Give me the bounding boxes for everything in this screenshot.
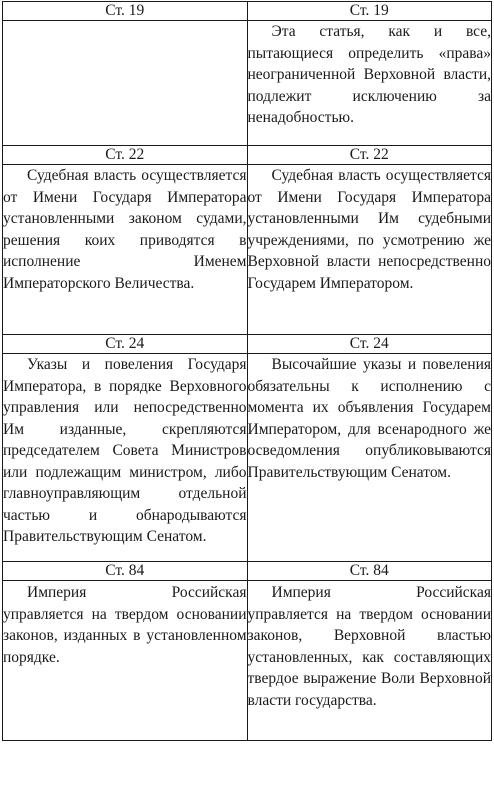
article-header-left: Ст. 24 <box>3 335 248 354</box>
article-paragraph: Судебная власть осуществляется от Имени Государя Императора установленными законом судами, решения коих приводятся в исполнение Именем Императорского Величества. <box>3 167 247 292</box>
article-text-left <box>3 354 248 562</box>
table-row <box>3 165 492 335</box>
article-header-right: Ст. 24 <box>247 335 492 354</box>
article-text-right <box>247 581 492 741</box>
article-text-left <box>3 581 248 741</box>
article-header-right: Ст. 19 <box>247 2 492 21</box>
table-header-row <box>3 2 492 21</box>
article-paragraph: Эта статья, как и все, пытающиеся определить «права» неограниченной Верховной власти, подлежит исключению за ненадобностью. <box>247 23 491 126</box>
article-paragraph: Империя Российская управляется на твердом основании законов, изданных в установленном порядке. <box>3 584 247 666</box>
article-header-left: Ст. 19 <box>3 2 248 21</box>
article-text-right <box>247 354 492 562</box>
table-row <box>3 21 492 146</box>
table-header-row <box>3 335 492 354</box>
article-header-left: Ст. 84 <box>3 562 248 581</box>
table-header-row <box>3 562 492 581</box>
article-text-right <box>247 21 492 146</box>
article-paragraph: Высочайшие указы и повеления обязательны к исполнению с момента их объявления Государем Императором, для всенародного же осведомления опубликовываются Правительствующим Сенатом. <box>247 356 491 481</box>
article-paragraph: Судебная власть осуществляется от Имени Государя Императора установленными Им судебными учреждениями, по усмотрению же Верховной власти непосредственно Государем Императором. <box>247 167 491 292</box>
article-paragraph: Указы и повеления Государя Императора, в порядке Верховного управления или непосредственно Им изданные, скрепляются председателем Совета Министров или подлежащим министром, либо главноуправляющим отдельной частью и обнародываются Правительствующим Сенатом. <box>3 356 247 545</box>
article-paragraph: Империя Российская управляется на твердом основании законов, Верховной властью установленных, как составляющих твердое выражение Воли Верховной власти государства. <box>247 584 491 709</box>
article-text-left <box>3 165 248 335</box>
table-row <box>3 581 492 741</box>
table-header-row <box>3 146 492 165</box>
comparison-table <box>2 1 492 741</box>
article-header-right: Ст. 22 <box>247 146 492 165</box>
article-header-left: Ст. 22 <box>3 146 248 165</box>
table-row <box>3 354 492 562</box>
article-header-right: Ст. 84 <box>247 562 492 581</box>
article-text-right <box>247 165 492 335</box>
article-text-left <box>3 21 248 146</box>
